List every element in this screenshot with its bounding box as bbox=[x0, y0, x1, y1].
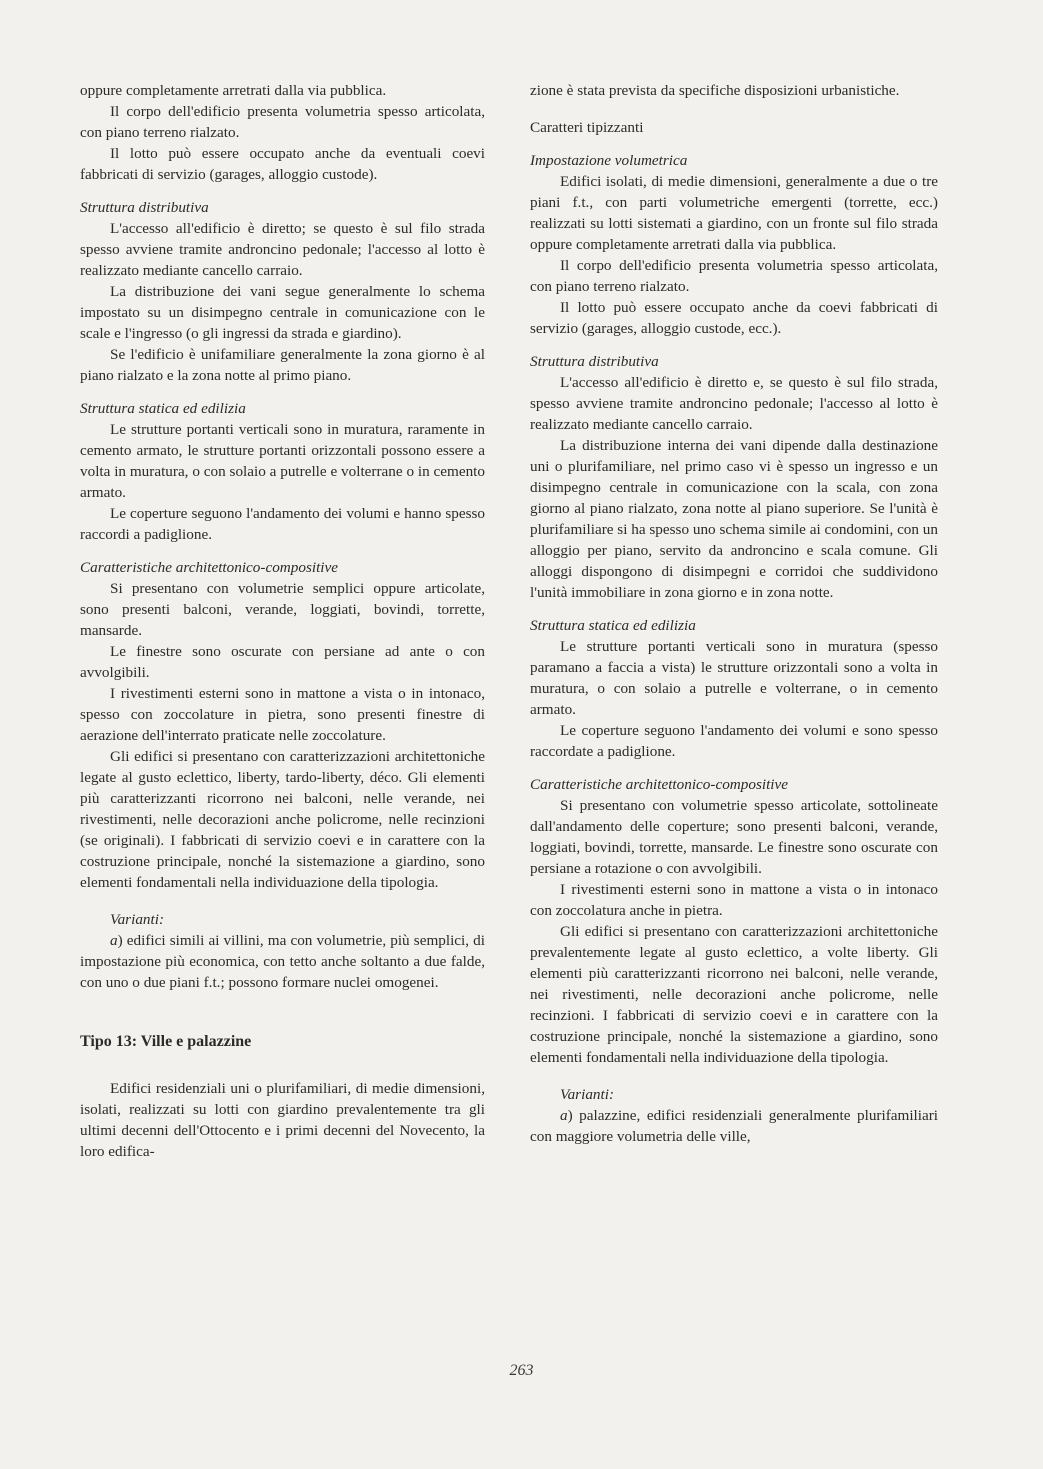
paragraph: Edifici residenziali uni o plurifamiliari, di medie dimensioni, isolati, realizzati su lotti con giardino prevalentemente tra gli ultimi decenni dell'Ottocento e i primi decenni del Novecento, la loro edifica- bbox=[80, 1080, 485, 1160]
paragraph: Le strutture portanti verticali sono in muratura, raramente in cemento armato, le strutture portanti orizzontali possono essere a volta in muratura, o con solaio a putrelle e volterrane o in cemento armato. bbox=[80, 421, 485, 501]
paragraph: Il corpo dell'edificio presenta volumetria spesso articolata, con piano terreno rialzato. bbox=[530, 257, 938, 295]
section-heading: Struttura distributiva bbox=[80, 199, 209, 216]
section-heading: Caratteristiche architettonico-compositive bbox=[80, 559, 338, 576]
variant-text: ) edifici simili ai villini, ma con volumetrie, più semplici, di impostazione più economica, con tetto anche soltanto a due falde, con uno o due piani f.t.; possono formare nuclei omogenei. bbox=[80, 932, 485, 991]
paragraph: Le finestre sono oscurate con persiane ad ante o con avvolgibili. bbox=[80, 643, 485, 681]
paragraph: I rivestimenti esterni sono in mattone a vista o in intonaco con zoccolatura anche in pietra. bbox=[530, 881, 938, 919]
paragraph: La distribuzione dei vani segue generalmente lo schema impostato su un disimpegno centrale in comunicazione con le scale e l'ingresso (o gli ingressi da strada e giardino). bbox=[80, 283, 485, 342]
variant-paragraph bbox=[530, 1105, 938, 1147]
paragraph: Si presentano con volumetrie spesso articolate, sottolineate dall'andamento delle coperture; sono presenti balconi, verande, loggiati, bovindi, torrette, mansarde. Le finestre sono oscurate con persiane a rotazione o con avvolgibili. bbox=[530, 797, 938, 877]
paragraph: I rivestimenti esterni sono in mattone a vista o in intonaco, spesso con zoccolature in pietra, sono presenti finestre di aerazione dell'interrato praticate nelle zoccolature. bbox=[80, 685, 485, 744]
left-column bbox=[80, 80, 485, 1162]
varianti-heading: Varianti: bbox=[560, 1086, 615, 1103]
paragraph: Le strutture portanti verticali sono in muratura (spesso paramano a faccia a vista) le strutture orizzontali sono a volta in muratura, o con solaio a putrelle e volterrane, o in cemento armato. bbox=[530, 638, 938, 718]
paragraph: Se l'edificio è unifamiliare generalmente la zona giorno è al piano rialzato e la zona notte al primo piano. bbox=[80, 346, 485, 384]
paragraph: Si presentano con volumetrie semplici oppure articolate, sono presenti balconi, verande, loggiati, bovindi, torrette, mansarde. bbox=[80, 580, 485, 639]
paragraph: zione è stata prevista da specifiche disposizioni urbanistiche. bbox=[530, 82, 900, 99]
paragraph: Gli edifici si presentano con caratterizzazioni architettoniche prevalentemente legate al gusto eclettico, a volte liberty. Gli elementi più caratterizzanti ricorrono nei balconi, nelle verande, nei rivestimenti, nelle decorazioni anche policrome, nelle recinzioni. I fabbricati di servizio coevi e in carattere con la costruzione principale, nonché la sistemazione a giardino, sono elementi fondamentali nella individuazione della tipologia. bbox=[530, 923, 938, 1066]
paragraph: Le coperture seguono l'andamento dei volumi e sono spesso raccordate a padiglione. bbox=[530, 722, 938, 760]
subsection-title: Caratteri tipizzanti bbox=[530, 119, 644, 136]
paragraph: Gli edifici si presentano con caratterizzazioni architettoniche legate al gusto eclettico, liberty, tardo-liberty, déco. Gli elementi più caratterizzanti ricorrono nei balconi, nelle verande, nei rivestimenti, nelle decorazioni anche policrome, nelle recinzioni (se originali). I fabbricati di servizio coevi e in carattere con la costruzione principale, nonché la sistemazione a giardino, sono elementi fondamentali nella individuazione della tipologia. bbox=[80, 748, 485, 891]
section-heading: Caratteristiche architettonico-compositive bbox=[530, 776, 788, 793]
paragraph: Edifici isolati, di medie dimensioni, generalmente a due o tre piani f.t., con parti volumetriche emergenti (torrette, ecc.) realizzati su lotti sistemati a giardino, con un fronte sul filo strada oppure completamente arretrati dalla via pubblica. bbox=[530, 173, 938, 253]
paragraph: Il lotto può essere occupato anche da coevi fabbricati di servizio (garages, alloggio custode, ecc.). bbox=[530, 299, 938, 337]
section-heading: Impostazione volumetrica bbox=[530, 152, 688, 169]
type-title: Tipo 13: Ville e palazzine bbox=[80, 1033, 252, 1050]
variant-text: ) palazzine, edifici residenziali generalmente plurifamiliari con maggiore volumetria delle ville, bbox=[530, 1107, 938, 1145]
paragraph: Il lotto può essere occupato anche da eventuali coevi fabbricati di servizio (garages, alloggio custode). bbox=[80, 145, 485, 183]
page-number: 263 bbox=[509, 1362, 534, 1379]
variant-label: a bbox=[560, 1107, 568, 1124]
paragraph: L'accesso all'edificio è diretto; se questo è sul filo strada spesso avviene tramite androncino pedonale; l'accesso al lotto è realizzato mediante cancello carraio. bbox=[80, 220, 485, 279]
paragraph: Le coperture seguono l'andamento dei volumi e hanno spesso raccordi a padiglione. bbox=[80, 505, 485, 543]
section-heading: Struttura statica ed edilizia bbox=[80, 400, 246, 417]
variant-paragraph bbox=[80, 930, 485, 993]
right-column bbox=[530, 80, 938, 1147]
paragraph: L'accesso all'edificio è diretto e, se questo è sul filo strada, spesso avviene tramite androncino pedonale; l'accesso al lotto è realizzato mediante cancello carraio. bbox=[530, 374, 938, 433]
paragraph: La distribuzione interna dei vani dipende dalla destinazione uni o plurifamiliare, nel primo caso vi è spesso un ingresso e un disimpegno centrale in comunicazione con la scala, con zona giorno al piano rialzato, zona notte al piano superiore. Se l'unità è plurifamiliare si ha spesso uno schema simile ai condomini, con un alloggio per piano, servito da androncino e scala comune. Gli alloggi dispongono di disimpegni e corridoi che suddividono l'unità immobiliare in zona giorno e in zona notte. bbox=[530, 437, 938, 601]
variant-label: a bbox=[110, 932, 118, 949]
section-heading: Struttura distributiva bbox=[530, 353, 659, 370]
paragraph: Il corpo dell'edificio presenta volumetria spesso articolata, con piano terreno rialzato. bbox=[80, 103, 485, 141]
varianti-heading: Varianti: bbox=[110, 911, 165, 928]
section-heading: Struttura statica ed edilizia bbox=[530, 617, 696, 634]
paragraph: oppure completamente arretrati dalla via pubblica. bbox=[80, 82, 387, 99]
